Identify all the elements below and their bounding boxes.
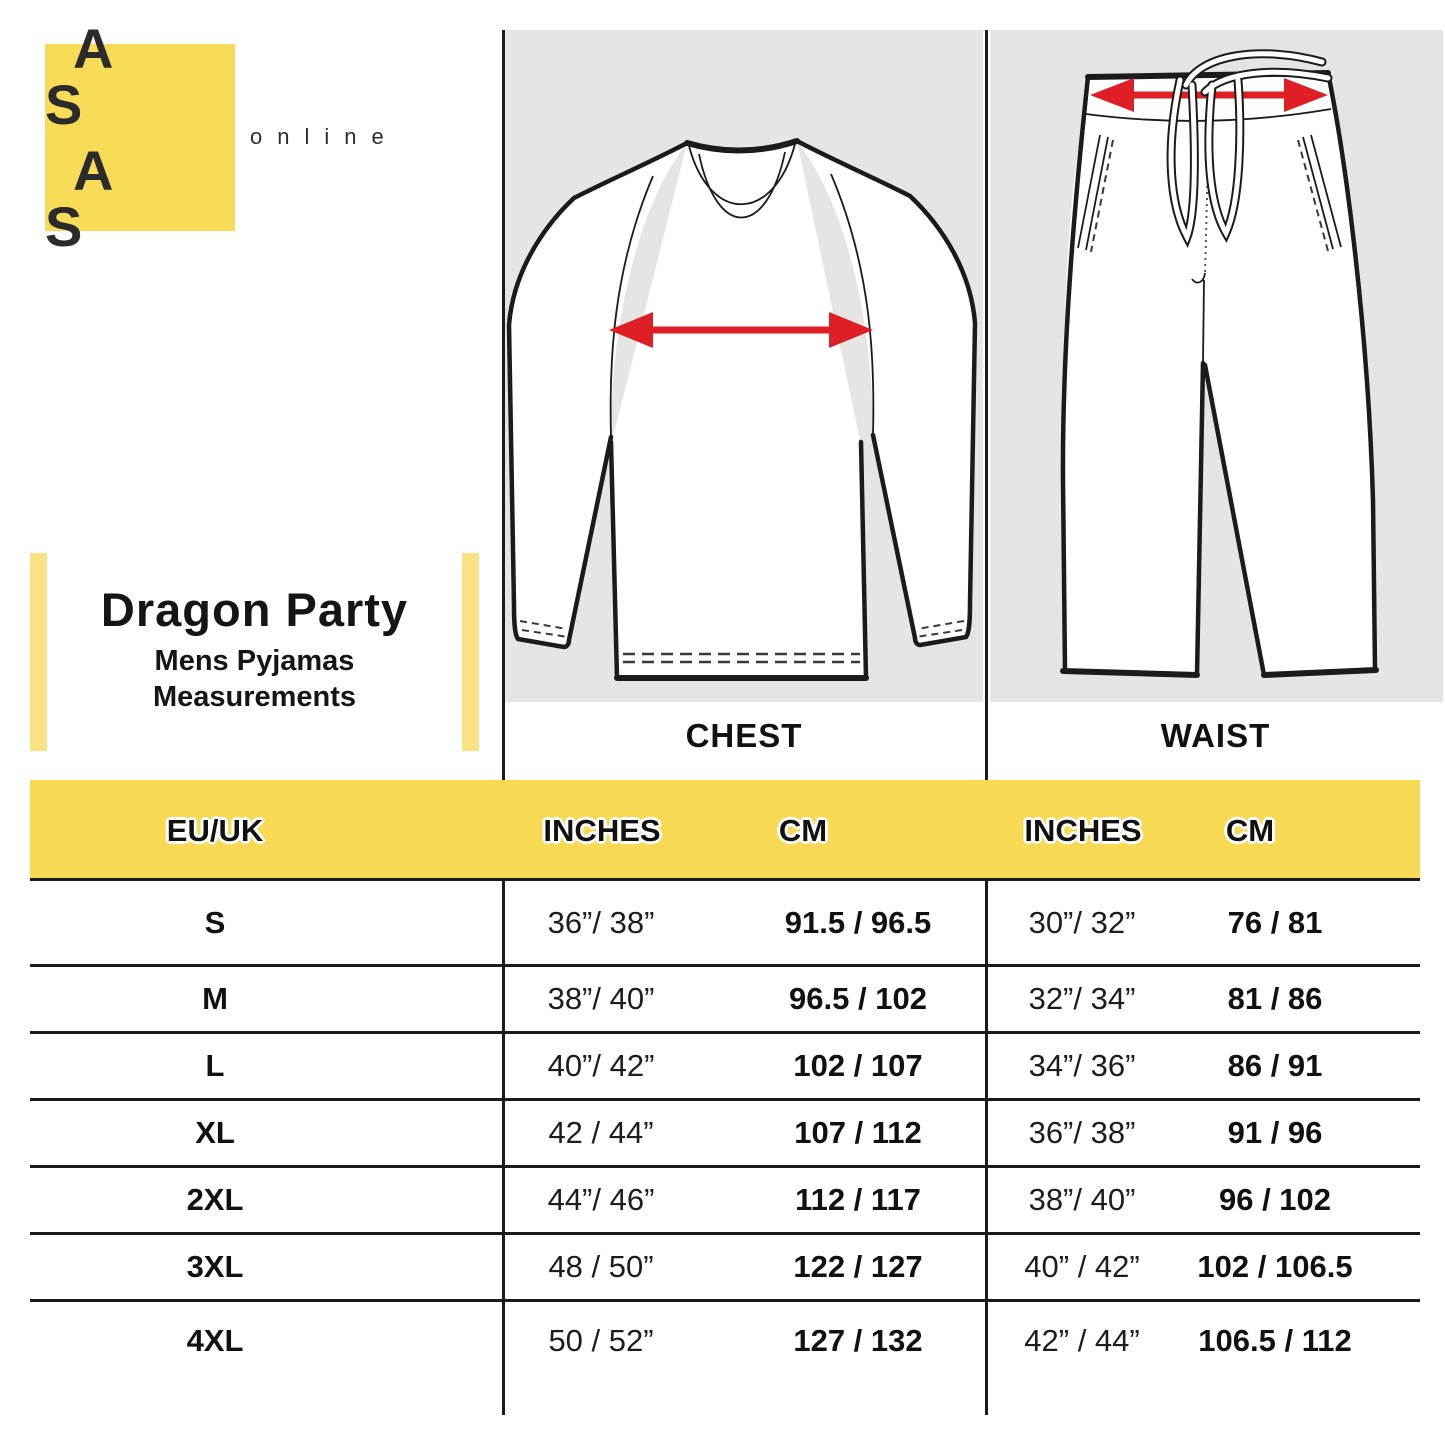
size-cell: 4XL	[186, 1323, 244, 1358]
chest-cm-cell: 102 / 107	[793, 1048, 923, 1083]
table-row-4xl	[30, 1302, 1420, 1380]
chest-inches-header: INCHES	[543, 813, 661, 849]
brand-suffix: online	[250, 124, 399, 149]
chest-cm-cell: 122 / 127	[793, 1249, 923, 1284]
waist-inches-header: INCHES	[1024, 813, 1142, 849]
chest-inches-cell: 36”/ 38”	[547, 904, 655, 940]
table-row-xl	[30, 1101, 1420, 1165]
pyjama-top-illustration	[505, 30, 983, 702]
product-title: Dragon Party	[100, 583, 409, 636]
chest-cm-cell: 91.5 / 96.5	[784, 904, 932, 940]
table-row-m	[30, 967, 1420, 1031]
waist-cm-cell: 96 / 102	[1218, 1182, 1332, 1217]
pants-panel	[990, 30, 1443, 702]
product-subtitle-2: Measurements	[152, 680, 357, 713]
table-row-2xl	[30, 1168, 1420, 1232]
chest-cm-cell: 112 / 117	[795, 1182, 921, 1217]
logo-text-bottom: A S	[45, 138, 140, 258]
size-table-header-band	[30, 780, 1420, 881]
waist-cm-cell: 102 / 106.5	[1197, 1249, 1353, 1284]
product-subtitle-1: Mens Pyjamas	[154, 644, 355, 677]
size-cell: XL	[195, 1115, 235, 1150]
brand-logo	[45, 16, 235, 258]
shirt-panel	[505, 30, 983, 702]
size-cell: 3XL	[186, 1249, 244, 1284]
waist-cm-cell: 106.5 / 112	[1198, 1323, 1352, 1358]
waist-inches-cell: 32”/ 34”	[1028, 981, 1136, 1016]
waist-cm-header: CM	[1225, 813, 1275, 849]
chest-inches-cell: 42 / 44”	[548, 1115, 654, 1150]
waist-inches-cell: 34”/ 36”	[1028, 1048, 1136, 1083]
title-accent-bar-left	[30, 553, 47, 751]
chest-label: CHEST	[685, 717, 803, 754]
waist-cm-cell: 76 / 81	[1227, 904, 1323, 940]
table-row-s	[30, 881, 1420, 964]
title-block	[47, 584, 462, 715]
title-accent-bar-right	[462, 553, 479, 751]
chest-cm-cell: 96.5 / 102	[789, 981, 927, 1016]
table-row-l	[30, 1034, 1420, 1098]
chest-cm-cell: 127 / 132	[793, 1323, 923, 1358]
logo-text-top: A S	[45, 16, 140, 136]
size-cell: L	[205, 1048, 225, 1083]
waist-inches-cell: 38”/ 40”	[1028, 1182, 1136, 1217]
waist-inches-cell: 42” / 44”	[1024, 1323, 1140, 1358]
chest-inches-cell: 38”/ 40”	[547, 981, 655, 1016]
chest-inches-cell: 40”/ 42”	[547, 1048, 655, 1083]
waist-cm-cell: 81 / 86	[1227, 981, 1323, 1016]
size-cell: S	[204, 904, 226, 940]
chest-inches-cell: 44”/ 46”	[547, 1182, 655, 1217]
table-row-3xl	[30, 1235, 1420, 1299]
waist-cm-cell: 86 / 91	[1227, 1048, 1323, 1083]
size-cell: M	[202, 981, 228, 1016]
size-cell: 2XL	[186, 1182, 244, 1217]
pyjama-bottom-illustration	[990, 30, 1443, 702]
chest-cm-header: CM	[778, 813, 828, 849]
waist-inches-cell: 36”/ 38”	[1028, 1115, 1136, 1150]
chest-inches-cell: 50 / 52”	[548, 1323, 654, 1358]
size-column-header: EU/UK	[166, 813, 264, 849]
waist-label: WAIST	[1160, 717, 1271, 754]
chest-cm-cell: 107 / 112	[794, 1115, 922, 1150]
chest-inches-cell: 48 / 50”	[548, 1249, 654, 1284]
waist-cm-cell: 91 / 96	[1227, 1115, 1323, 1150]
waist-inches-cell: 30”/ 32”	[1028, 904, 1136, 940]
waist-inches-cell: 40” / 42”	[1024, 1249, 1140, 1284]
